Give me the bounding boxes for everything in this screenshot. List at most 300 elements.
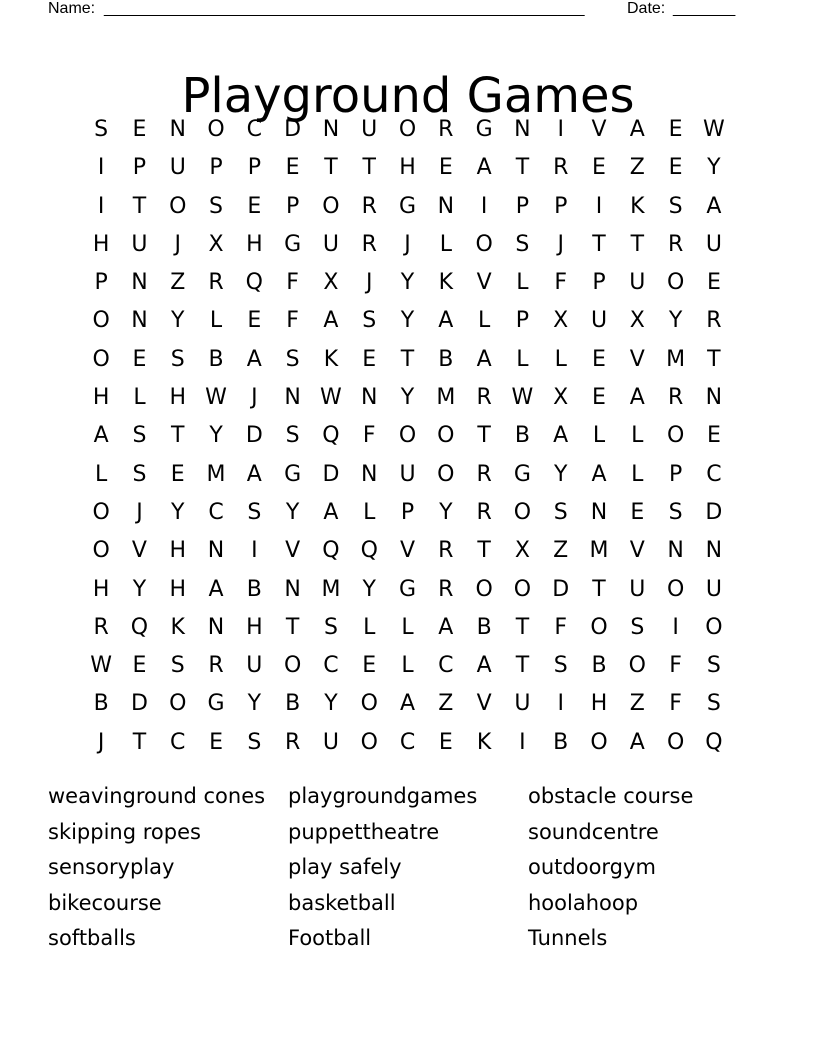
grid-cell: U <box>322 729 339 755</box>
grid-cell: B <box>476 614 492 640</box>
grid-cell: V <box>591 117 607 142</box>
page-title: Playground Games <box>181 68 635 125</box>
grid-cell: J <box>97 729 105 755</box>
grid-cell: Y <box>707 155 721 181</box>
grid-cell: G <box>284 461 302 487</box>
grid-cell: S <box>706 691 721 717</box>
grid-cell: Z <box>629 155 645 181</box>
grid-cell: O <box>283 653 302 679</box>
grid-cell: O <box>92 346 110 372</box>
grid-cell: O <box>360 729 378 755</box>
grid-cell: N <box>207 538 225 564</box>
grid-row <box>82 188 734 226</box>
grid-cell: J <box>174 231 181 257</box>
grid-cell: S <box>170 346 185 372</box>
grid-cell: U <box>705 576 722 602</box>
grid-cell: B <box>438 346 454 372</box>
grid-cell: W <box>320 385 342 411</box>
grid-cell: T <box>324 155 338 181</box>
word-list-item: Football <box>288 926 372 951</box>
grid-cell: C <box>170 729 186 755</box>
grid-cell: G <box>398 576 417 602</box>
grid-cell: O <box>705 614 723 640</box>
grid-cell: H <box>169 538 187 564</box>
grid-cell: C <box>438 653 454 679</box>
grid-cell: H <box>169 576 187 602</box>
grid-cell: Z <box>553 538 569 564</box>
grid-cell: D <box>322 461 340 487</box>
grid-cell: V <box>476 691 492 717</box>
grid-cell: P <box>668 461 683 487</box>
grid-cell: R <box>438 576 454 602</box>
grid-cell: T <box>477 538 491 564</box>
grid-cell: O <box>666 270 685 296</box>
grid-cell: L <box>631 423 644 449</box>
grid-row <box>82 456 734 494</box>
grid-cell: H <box>92 385 110 411</box>
grid-cell: Q <box>245 270 263 296</box>
grid-cell: L <box>516 346 529 372</box>
grid-row <box>82 685 734 723</box>
grid-cell: R <box>361 193 377 219</box>
grid-cell: E <box>362 653 377 679</box>
grid-cell: O <box>322 193 340 219</box>
grid-cell: M <box>436 385 456 411</box>
grid-cell: Y <box>171 308 185 334</box>
grid-cell: H <box>92 231 110 257</box>
grid-cell: R <box>438 538 454 564</box>
grid-cell: E <box>209 729 223 755</box>
grid-cell: N <box>131 270 148 296</box>
grid-cell: S <box>247 499 262 525</box>
grid-cell: O <box>360 691 378 717</box>
grid-cell: J <box>251 385 258 411</box>
grid-cell: T <box>132 729 147 755</box>
grid-row <box>82 647 734 685</box>
grid-cell: F <box>669 691 682 717</box>
grid-cell: J <box>365 270 373 296</box>
grid-cell: D <box>705 499 723 525</box>
grid-cell: M <box>589 538 609 564</box>
grid-cell: E <box>668 155 683 181</box>
grid-cell: R <box>208 653 224 679</box>
grid-cell: E <box>362 346 377 372</box>
word-list-item: Tunnels <box>528 926 608 951</box>
grid-cell: U <box>131 231 148 257</box>
grid-cell: I <box>97 193 105 219</box>
grid-cell: Y <box>171 499 185 525</box>
grid-cell: S <box>285 423 300 449</box>
grid-cell: O <box>398 423 417 449</box>
grid-cell: S <box>706 653 721 679</box>
grid-cell: Y <box>400 308 415 334</box>
grid-cell: T <box>477 423 491 449</box>
grid-cell: R <box>438 117 454 142</box>
grid-cell: O <box>590 614 608 640</box>
grid-row <box>82 379 734 417</box>
grid-cell: H <box>246 614 263 640</box>
grid-cell: E <box>285 155 300 181</box>
grid-cell: T <box>515 155 530 181</box>
name-label: Name: <box>48 0 96 17</box>
grid-cell: A <box>629 729 645 755</box>
grid-cell: T <box>132 193 147 219</box>
grid-row <box>82 571 734 609</box>
word-list-item: weavinground cones <box>48 784 266 808</box>
grid-cell: P <box>209 155 223 181</box>
grid-cell: E <box>247 193 262 219</box>
grid-cell: T <box>362 155 376 181</box>
grid-cell: R <box>476 461 492 487</box>
grid-cell: E <box>668 117 683 142</box>
grid-cell: X <box>323 270 339 296</box>
grid-cell: F <box>554 614 568 640</box>
grid-cell: O <box>475 576 493 602</box>
grid-cell: T <box>285 614 300 640</box>
grid-cell: T <box>592 231 606 257</box>
grid-cell: Y <box>324 691 338 717</box>
grid-cell: U <box>169 155 186 181</box>
grid-cell: O <box>437 423 455 449</box>
grid-cell: R <box>93 614 109 640</box>
grid-cell: L <box>516 270 529 296</box>
grid-cell: C <box>208 499 224 525</box>
grid-cell: N <box>322 117 340 142</box>
grid-cell: S <box>94 117 109 142</box>
grid-row <box>82 264 734 302</box>
grid-cell: X <box>629 308 645 334</box>
grid-row <box>82 226 734 264</box>
grid-cell: V <box>629 346 645 372</box>
grid-cell: N <box>131 308 148 334</box>
grid-cell: R <box>476 499 492 525</box>
grid-cell: Y <box>668 308 683 334</box>
grid-cell: O <box>666 576 685 602</box>
grid-cell: L <box>592 423 606 449</box>
grid-cell: S <box>362 308 377 334</box>
grid-cell: O <box>513 499 532 525</box>
grid-cell: L <box>439 231 452 257</box>
grid-cell: H <box>590 691 608 717</box>
grid-cell: M <box>666 346 686 372</box>
grid-cell: B <box>553 729 569 755</box>
grid-cell: B <box>93 691 109 717</box>
grid-cell: O <box>590 729 608 755</box>
word-list-item: soundcentre <box>528 819 659 844</box>
grid-cell: S <box>132 461 147 487</box>
grid-cell: P <box>592 270 606 296</box>
grid-cell: A <box>476 653 492 679</box>
grid-cell: D <box>130 691 148 717</box>
grid-cell: U <box>590 308 608 334</box>
grid-cell: P <box>400 499 415 525</box>
grid-cell: Q <box>360 538 378 564</box>
grid-cell: R <box>361 231 377 257</box>
grid-cell: Y <box>209 423 223 449</box>
grid-cell: I <box>595 193 603 219</box>
grid-cell: R <box>284 729 301 755</box>
word-list-item: skipping ropes <box>48 819 201 844</box>
grid-cell: D <box>284 117 302 142</box>
grid-cell: R <box>208 270 224 296</box>
grid-cell: H <box>169 385 187 411</box>
grid-cell: U <box>629 576 646 602</box>
word-list-item: softballs <box>48 926 136 951</box>
grid-cell: V <box>131 538 147 564</box>
grid-cell: E <box>706 423 721 449</box>
word-list-item: hoolahoop <box>528 890 639 915</box>
word-list-item: playgroundgames <box>288 784 478 808</box>
grid-cell: I <box>251 538 258 564</box>
grid-cell: E <box>592 385 606 411</box>
grid-cell: A <box>438 614 454 640</box>
word-list-item: bikecourse <box>48 890 162 915</box>
grid-cell: O <box>207 117 225 142</box>
grid-cell: C <box>399 729 416 755</box>
grid-cell: F <box>554 270 568 296</box>
grid-cell: O <box>628 653 646 679</box>
grid-row <box>82 532 734 570</box>
grid-cell: A <box>553 423 569 449</box>
grid-cell: N <box>284 576 301 602</box>
grid-cell: A <box>246 461 262 487</box>
grid-cell: P <box>94 270 108 296</box>
grid-cell: Y <box>439 499 453 525</box>
grid-row <box>82 111 734 149</box>
grid-cell: S <box>132 423 147 449</box>
name-blank: ______________________________________________________ <box>104 0 585 17</box>
grid-cell: A <box>706 193 722 219</box>
grid-cell: E <box>132 653 147 679</box>
grid-cell: S <box>553 653 568 679</box>
grid-cell: S <box>285 346 300 372</box>
grid-cell: L <box>554 346 567 372</box>
grid-cell: E <box>247 308 262 334</box>
grid-cell: A <box>591 461 607 487</box>
grid-cell: A <box>323 499 339 525</box>
grid-row <box>82 341 734 379</box>
grid-cell: D <box>552 576 570 602</box>
grid-cell: U <box>361 117 378 142</box>
grid-cell: W <box>703 117 725 142</box>
grid-cell: P <box>132 155 147 181</box>
grid-cell: N <box>169 117 186 142</box>
grid-cell: L <box>631 461 644 487</box>
grid-cell: A <box>476 346 492 372</box>
grid-cell: T <box>515 614 530 640</box>
grid-cell: S <box>553 499 568 525</box>
grid-cell: Y <box>400 270 415 296</box>
grid-cell: X <box>553 385 569 411</box>
grid-cell: I <box>97 155 105 181</box>
grid-cell: A <box>629 117 645 142</box>
grid-cell: S <box>668 499 683 525</box>
grid-cell: X <box>514 538 530 564</box>
grid-cell: Z <box>629 691 645 717</box>
grid-cell: Q <box>322 538 340 564</box>
grid-cell: I <box>519 729 526 755</box>
grid-cell: E <box>438 155 453 181</box>
grid-cell: C <box>246 117 263 142</box>
grid-cell: O <box>398 117 417 142</box>
grid-cell: Z <box>438 691 454 717</box>
grid-cell: R <box>667 231 684 257</box>
grid-cell: A <box>438 308 454 334</box>
grid-cell: C <box>323 653 339 679</box>
grid-cell: E <box>706 270 721 296</box>
grid-cell: V <box>629 538 645 564</box>
grid-cell: N <box>590 499 608 525</box>
grid-cell: A <box>476 155 492 181</box>
grid-cell: O <box>437 461 455 487</box>
grid-cell: U <box>514 691 531 717</box>
grid-cell: L <box>209 308 223 334</box>
grid-cell: U <box>322 231 339 257</box>
grid-cell: G <box>398 193 417 219</box>
grid-cell: Z <box>170 270 186 296</box>
grid-row <box>82 302 734 340</box>
grid-cell: A <box>93 423 109 449</box>
grid-cell: J <box>136 499 143 525</box>
grid-cell: M <box>206 461 226 487</box>
grid-cell: S <box>209 193 224 219</box>
grid-cell: O <box>475 231 493 257</box>
grid-cell: F <box>286 270 299 296</box>
grid-cell: V <box>476 270 492 296</box>
grid-cell: O <box>92 499 110 525</box>
grid-row <box>82 149 734 187</box>
grid-cell: T <box>707 346 721 372</box>
grid-cell: R <box>667 385 684 411</box>
grid-cell: U <box>246 653 263 679</box>
grid-cell: A <box>629 385 645 411</box>
grid-cell: O <box>513 576 532 602</box>
grid-cell: U <box>705 231 722 257</box>
word-list-item: obstacle course <box>528 784 694 808</box>
grid-cell: G <box>284 231 302 257</box>
grid-cell: Y <box>132 576 147 602</box>
grid-cell: T <box>515 653 530 679</box>
grid-cell: V <box>399 538 416 564</box>
grid-cell: S <box>668 193 683 219</box>
grid-row <box>82 724 734 762</box>
grid-cell: F <box>669 653 682 679</box>
grid-cell: Y <box>400 385 415 411</box>
word-list-item: puppettheatre <box>288 819 440 844</box>
grid-cell: K <box>630 193 645 219</box>
grid-cell: O <box>169 691 187 717</box>
grid-row <box>82 609 734 647</box>
grid-cell: N <box>705 538 723 564</box>
grid-cell: K <box>323 346 339 372</box>
grid-cell: O <box>666 729 685 755</box>
grid-cell: X <box>553 308 569 334</box>
grid-cell: A <box>246 346 262 372</box>
grid-cell: N <box>207 614 225 640</box>
grid-cell: O <box>92 308 110 334</box>
header-line <box>48 0 748 20</box>
grid-cell: X <box>208 231 224 257</box>
date-blank: _______ <box>673 0 736 17</box>
letter-grid <box>82 111 734 762</box>
grid-cell: G <box>207 691 225 717</box>
grid-cell: S <box>323 614 338 640</box>
grid-cell: P <box>515 308 530 334</box>
grid-cell: P <box>247 155 261 181</box>
grid-cell: A <box>208 576 224 602</box>
grid-cell: T <box>592 576 606 602</box>
grid-cell: B <box>208 346 224 372</box>
grid-cell: Y <box>247 691 262 717</box>
grid-cell: L <box>401 653 414 679</box>
grid-cell: E <box>592 346 606 372</box>
word-list-item: sensoryplay <box>48 855 175 880</box>
grid-cell: O <box>666 423 685 449</box>
grid-cell: E <box>630 499 645 525</box>
grid-cell: E <box>132 117 147 142</box>
grid-cell: M <box>321 576 341 602</box>
grid-cell: W <box>511 385 534 411</box>
grid-cell: D <box>245 423 263 449</box>
grid-cell: V <box>285 538 301 564</box>
word-list-item: basketball <box>288 890 396 915</box>
grid-cell: L <box>363 499 376 525</box>
grid-cell: A <box>399 691 416 717</box>
grid-cell: P <box>554 193 568 219</box>
grid-cell: A <box>323 308 339 334</box>
grid-cell: E <box>132 346 147 372</box>
grid-cell: N <box>705 385 723 411</box>
grid-cell: B <box>246 576 262 602</box>
word-list <box>48 780 768 958</box>
grid-cell: Q <box>705 729 723 755</box>
grid-cell: E <box>592 155 606 181</box>
grid-cell: I <box>557 691 564 717</box>
grid-cell: S <box>515 231 530 257</box>
grid-cell: K <box>438 270 454 296</box>
grid-cell: F <box>286 308 299 334</box>
grid-cell: W <box>90 653 113 679</box>
grid-cell: S <box>247 729 262 755</box>
word-list-item: play safely <box>288 855 402 880</box>
grid-cell: I <box>557 117 564 142</box>
grid-cell: N <box>514 117 531 142</box>
grid-cell: O <box>169 193 187 219</box>
grid-cell: L <box>363 614 376 640</box>
grid-cell: B <box>514 423 530 449</box>
grid-cell: Q <box>322 423 340 449</box>
grid-cell: S <box>630 614 645 640</box>
grid-cell: R <box>476 385 492 411</box>
grid-cell: I <box>480 193 488 219</box>
grid-cell: N <box>667 538 684 564</box>
grid-cell: L <box>133 385 146 411</box>
grid-cell: S <box>170 653 185 679</box>
grid-cell: W <box>205 385 227 411</box>
grid-cell: J <box>404 231 411 257</box>
word-list-item: outdoorgym <box>528 855 656 880</box>
grid-cell: P <box>515 193 530 219</box>
grid-cell: T <box>171 423 185 449</box>
grid-cell: K <box>170 614 185 640</box>
grid-cell: E <box>438 729 453 755</box>
grid-cell: K <box>476 729 492 755</box>
grid-cell: O <box>92 538 110 564</box>
grid-cell: G <box>475 117 493 142</box>
grid-cell: F <box>362 423 376 449</box>
grid-cell: N <box>360 461 378 487</box>
grid-cell: H <box>399 155 416 181</box>
